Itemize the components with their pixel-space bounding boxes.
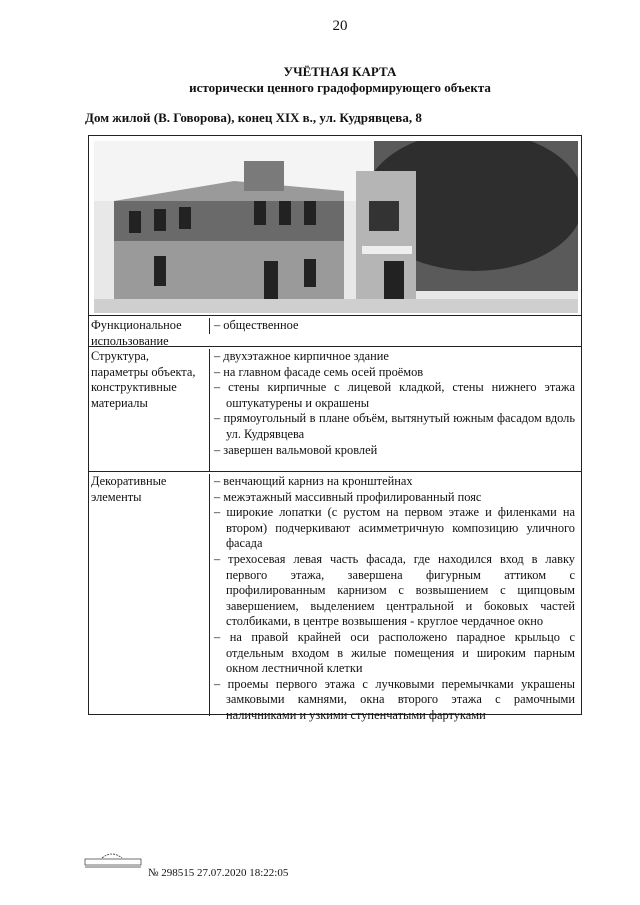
footer-registration: № 298515 27.07.2020 18:22:05 bbox=[148, 867, 289, 879]
object-name: Дом жилой (В. Говорова), конец XIX в., ул. Кудрявцева, 8 bbox=[85, 110, 422, 125]
subtitle: исторически ценного градоформирующего объекта bbox=[189, 80, 491, 95]
row-values bbox=[209, 318, 575, 334]
list-item: – на правой крайней оси расположено парадное крыльцо с отдельным входом в жилые помещения и широким парным окном лестничной клетки bbox=[214, 629, 575, 676]
page-number: 20 bbox=[332, 18, 348, 34]
list-item: – межэтажный массивный профилированный пояс bbox=[214, 489, 482, 504]
registry-stamp-icon bbox=[84, 852, 142, 870]
table-row bbox=[89, 471, 581, 722]
list-item: – завершен вальмовой кровлей bbox=[214, 442, 378, 457]
list-item: – общественное bbox=[214, 318, 299, 332]
row-label: Декоративные элементы bbox=[91, 474, 167, 504]
row-label: Функциональное использование bbox=[91, 318, 182, 348]
building-photo bbox=[94, 141, 578, 313]
list-item: – прямоугольный в плане объём, вытянутый южным фасадом вдоль ул. Кудрявцева bbox=[214, 411, 575, 441]
list-item: – трехосевая левая часть фасада, где находился вход в лавку первого этажа, завершена фигурным аттиком с профилированным карнизом с возвышением с щипцовым завершением, выделением центральной и боковых частей столбиками, в центре возвышения - круглое чердачное окно bbox=[214, 551, 575, 629]
list-item: – двухэтажное кирпичное здание bbox=[214, 349, 389, 363]
list-item: – стены кирпичные с лицевой кладкой, стены нижнего этажа оштукатурены и окрашены bbox=[214, 380, 575, 410]
row-values bbox=[209, 349, 575, 472]
list-item: – проемы первого этажа с лучковыми перемычками украшены замковыми камнями, окна второго этажа с рамочными наличниками и узкими ступенчатыми фартуками bbox=[214, 676, 575, 722]
list-item: – широкие лопатки (с рустом на первом этаже и филенками на втором) подчеркивают асимметричную композицию уличного фасада bbox=[214, 505, 575, 551]
table-row bbox=[89, 315, 581, 346]
list-item: – венчающий карниз на кронштейнах bbox=[214, 474, 413, 488]
record-card-table bbox=[88, 135, 582, 722]
list-item: – на главном фасаде семь осей проёмов bbox=[214, 364, 424, 379]
table-row bbox=[89, 346, 581, 472]
row-values bbox=[209, 474, 575, 722]
row-label: Структура, параметры объекта, конструктивные материалы bbox=[91, 349, 196, 410]
title: УЧЁТНАЯ КАРТА bbox=[283, 64, 397, 79]
